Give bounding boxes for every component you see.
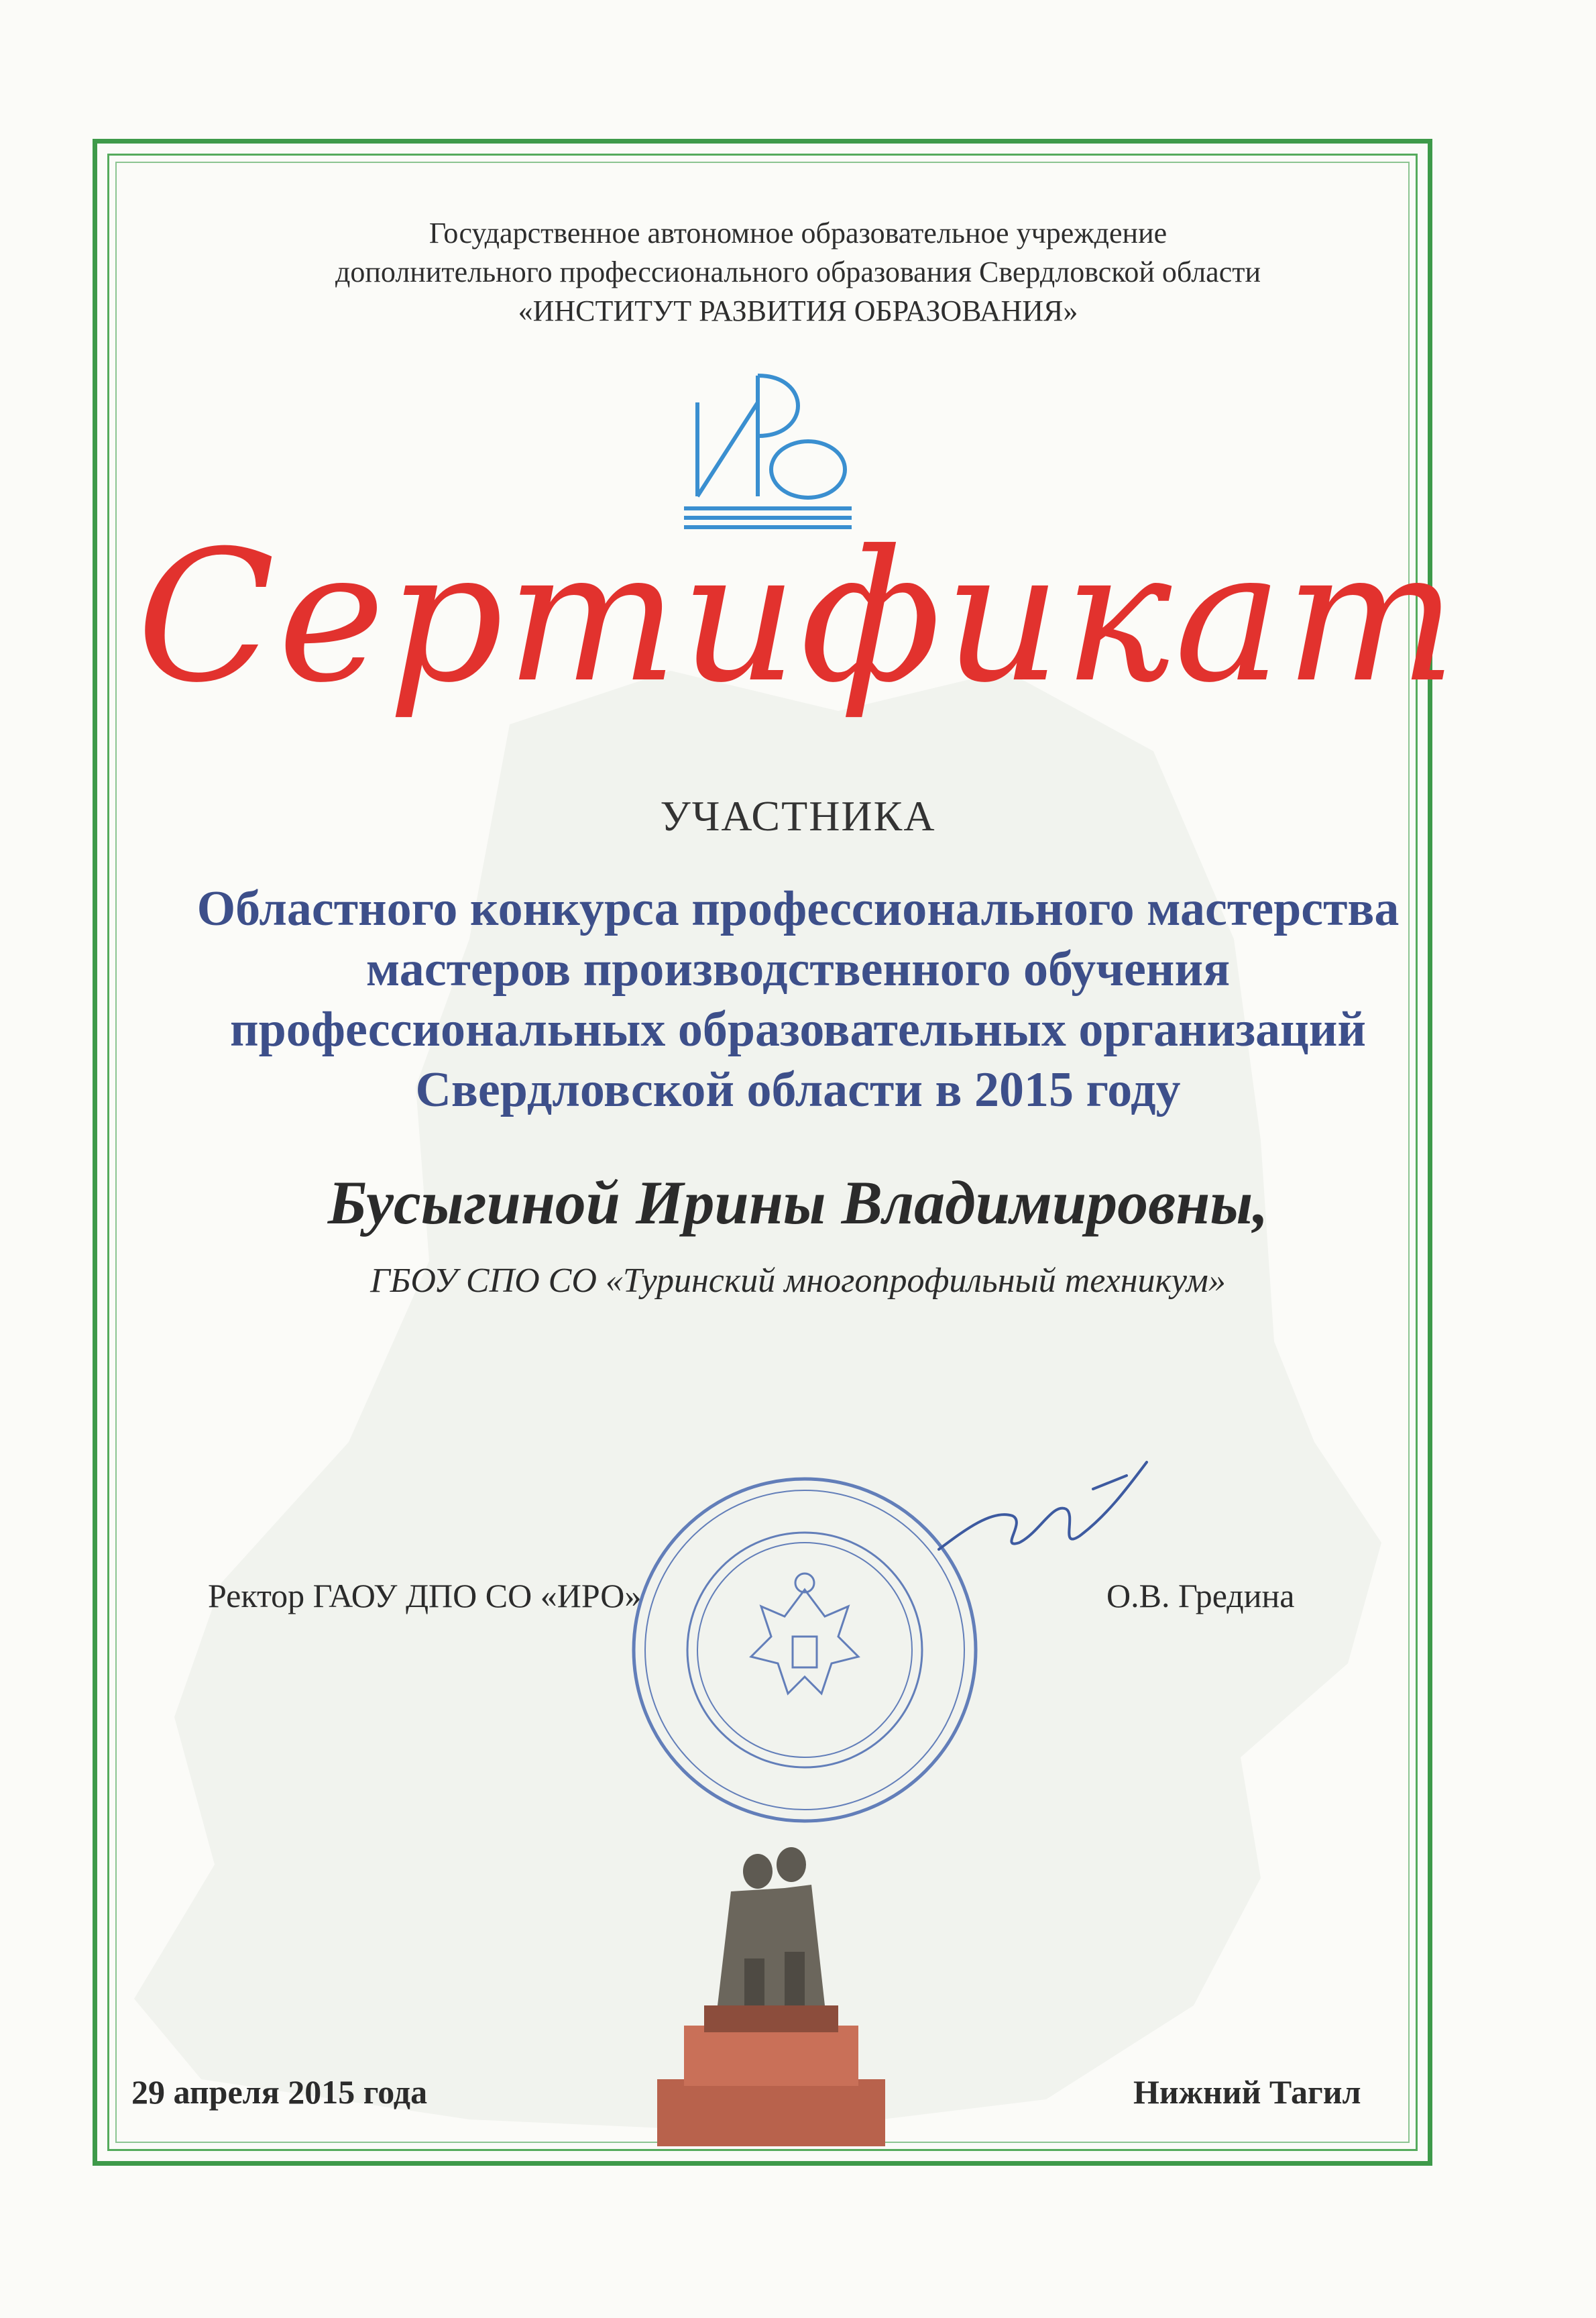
contest-line-4: Свердловской области в 2015 году xyxy=(415,1062,1181,1117)
signature xyxy=(925,1449,1167,1583)
recipient-organization: ГБОУ СПО СО «Туринский многопрофильный техникум» xyxy=(370,1262,1226,1300)
signatory-name: О.В. Гредина xyxy=(1106,1577,1295,1614)
contest-line-3: профессиональных образовательных организаций xyxy=(229,1002,1366,1057)
recipient-name: Бусыгиной Ирины Владимировны, xyxy=(327,1168,1269,1237)
header-line-3: «ИНСТИТУТ РАЗВИТИЯ ОБРАЗОВАНИЯ» xyxy=(518,294,1078,327)
header-line-2: дополнительного профессионального образования Свердловской области xyxy=(335,256,1261,288)
contest-line-1: Областного конкурса профессионального мастерства xyxy=(196,881,1400,936)
header-line-1: Государственное автономное образовательное учреждение xyxy=(429,217,1167,250)
signatory-position: Ректор ГАОУ ДПО СО «ИРО» xyxy=(208,1577,642,1614)
issue-city: Нижний Тагил xyxy=(1133,2073,1361,2111)
certificate-title: Сертификат xyxy=(136,511,1460,722)
issue-date: 29 апреля 2015 года xyxy=(131,2073,428,2111)
contest-line-2: мастеров производственного обучения xyxy=(365,942,1231,997)
monument-image xyxy=(644,1824,899,2146)
participant-label: УЧАСТНИКА xyxy=(660,792,936,840)
contest-description xyxy=(0,879,1596,1120)
